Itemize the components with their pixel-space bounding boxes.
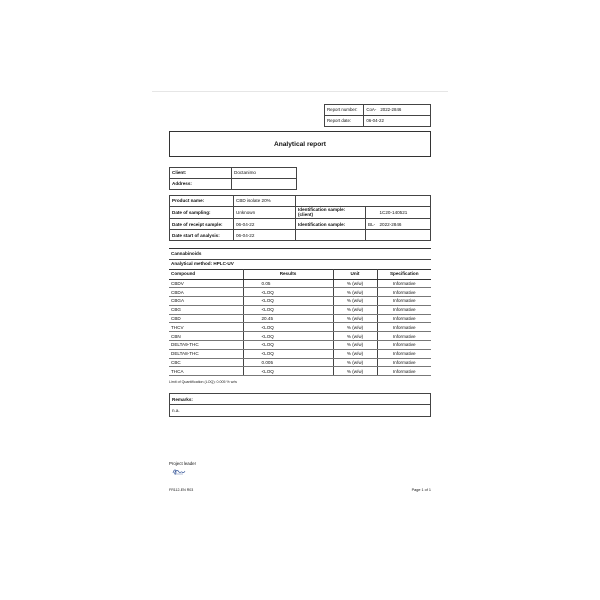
remarks-value: n.a. — [172, 408, 180, 413]
sample-id-prefix: BL- — [366, 219, 378, 230]
specification-cell: Informative — [377, 288, 431, 297]
receipt-date-label: Date of receipt sample: — [170, 219, 234, 230]
result-cell: <LOQ — [243, 341, 333, 350]
unit-cell: % (w/w) — [333, 279, 377, 288]
compound-cell: CBC — [169, 358, 243, 367]
sample-id-label: Identification sample: — [296, 219, 366, 230]
page-number: Page 1 of 1 — [411, 488, 431, 492]
compound-cell: CBDV — [169, 279, 243, 288]
report-title: Analytical report — [273, 140, 327, 148]
result-cell: 0.05 — [243, 279, 333, 288]
result-cell: <LOQ — [243, 288, 333, 297]
unit-cell: % (w/w) — [333, 305, 377, 314]
sampling-date-label: Date of sampling: — [170, 207, 234, 219]
unit-cell: % (w/w) — [333, 332, 377, 341]
address-value — [232, 179, 297, 190]
col-header-unit: Unit — [333, 269, 377, 279]
product-table — [169, 195, 431, 241]
compound-cell: DELTA8-THC — [169, 349, 243, 358]
analytical-method-value: HPLC-UV — [213, 261, 234, 267]
result-cell: <LOQ — [243, 367, 333, 376]
compound-cell: CBDA — [169, 288, 243, 297]
compound-cell: CBN — [169, 332, 243, 341]
table-row — [169, 332, 431, 341]
client-sample-id-label — [296, 207, 366, 219]
compound-cell: CBGA — [169, 297, 243, 306]
compound-cell: CBG — [169, 305, 243, 314]
col-header-specification: Specification — [377, 269, 431, 279]
unit-cell: % (w/w) — [333, 358, 377, 367]
report-meta-box — [324, 104, 431, 127]
result-cell: <LOQ — [243, 305, 333, 314]
page-top-rule — [152, 91, 448, 92]
table-row — [169, 288, 431, 297]
result-cell: 20.45 — [243, 314, 333, 323]
product-name-label: Product name: — [170, 196, 234, 207]
table-row — [169, 323, 431, 332]
report-number-prefix: CoA- — [364, 105, 379, 116]
specification-cell: Informative — [377, 349, 431, 358]
result-cell: 0.005 — [243, 358, 333, 367]
cannabinoids-section — [169, 248, 431, 376]
report-date-value: 06-04-22 — [364, 116, 431, 127]
unit-cell: % (w/w) — [333, 297, 377, 306]
result-cell: <LOQ — [243, 349, 333, 358]
result-cell: <LOQ — [243, 332, 333, 341]
address-label: Address: — [170, 179, 232, 190]
client-sample-id-label-main: Identification sample: — [298, 207, 346, 212]
compound-cell: CBD — [169, 314, 243, 323]
col-header-results: Results — [243, 269, 333, 279]
compound-cell: THCA — [169, 367, 243, 376]
specification-cell: Informative — [377, 279, 431, 288]
sampling-date-value: Unknown — [234, 207, 296, 219]
specification-cell: Informative — [377, 323, 431, 332]
project-leader-signature — [172, 467, 186, 477]
analytical-method — [169, 259, 431, 269]
unit-cell: % (w/w) — [333, 341, 377, 350]
table-row — [169, 358, 431, 367]
specification-cell: Informative — [377, 358, 431, 367]
compound-cell: DELTA9-THC — [169, 341, 243, 350]
client-sample-id-value: 1C20-140521 — [378, 207, 431, 219]
report-number-value: 2022-2846 — [378, 105, 430, 116]
analysis-start-label: Date start of analysis: — [170, 230, 234, 241]
specification-cell: Informative — [377, 341, 431, 350]
sample-id-value: 2022-2846 — [378, 219, 431, 230]
compound-cell: THCV — [169, 323, 243, 332]
report-date-label: Report date: — [325, 116, 364, 127]
remarks-box — [169, 393, 431, 417]
unit-cell: % (w/w) — [333, 314, 377, 323]
client-sample-id-label-sub: (client) — [298, 211, 314, 217]
cannabinoids-section-label: Cannabinoids — [169, 249, 431, 259]
unit-cell: % (w/w) — [333, 288, 377, 297]
table-row — [169, 367, 431, 376]
analysis-start-value: 06-04-22 — [234, 230, 296, 241]
analytical-method-label: Analytical method: — [171, 261, 213, 267]
specification-cell: Informative — [377, 332, 431, 341]
loq-note: Limit of Quantification (LOQ): 0.005 % w/w — [169, 380, 237, 384]
table-row — [169, 297, 431, 306]
product-name-value: CBD isolate 20% — [234, 196, 296, 207]
table-row — [169, 341, 431, 350]
table-row — [169, 305, 431, 314]
specification-cell: Informative — [377, 297, 431, 306]
table-row — [169, 349, 431, 358]
project-leader-label: Project leader — [169, 461, 197, 466]
col-header-compound: Compound — [169, 269, 243, 279]
result-cell: <LOQ — [243, 323, 333, 332]
cannabinoids-table — [169, 249, 431, 376]
unit-cell: % (w/w) — [333, 349, 377, 358]
table-row — [169, 314, 431, 323]
form-code: FR112-EN R03 — [169, 488, 194, 492]
report-title-box — [169, 131, 431, 157]
specification-cell: Informative — [377, 305, 431, 314]
client-label: Client: — [170, 168, 232, 179]
unit-cell: % (w/w) — [333, 323, 377, 332]
specification-cell: Informative — [377, 367, 431, 376]
unit-cell: % (w/w) — [333, 367, 377, 376]
report-number-label: Report number: — [325, 105, 364, 116]
remarks-label: Remarks: — [170, 394, 430, 405]
client-table — [169, 167, 297, 190]
specification-cell: Informative — [377, 314, 431, 323]
client-value: Doctanimo — [232, 168, 297, 179]
table-row — [169, 279, 431, 288]
receipt-date-value: 06-04-22 — [234, 219, 296, 230]
result-cell: <LOQ — [243, 297, 333, 306]
